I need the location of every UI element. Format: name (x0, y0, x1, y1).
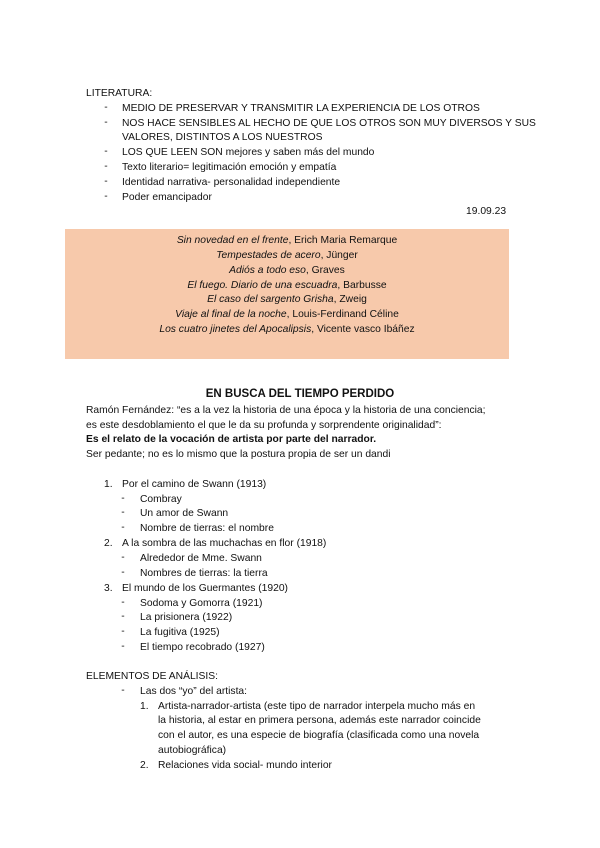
analisis-number: 1. (140, 701, 149, 712)
book-title: Sin novedad en el frente (176, 235, 289, 246)
bullet-dash: - (121, 522, 125, 533)
literatura-bullet: MEDIO DE PRESERVAR Y TRANSMITIR LA EXPERIENCIA DE LOS OTROS (122, 103, 480, 114)
book-title: Los cuatro jinetes del Apocalipsis (159, 324, 312, 335)
book-author: , Graves (305, 265, 345, 276)
book-entry (65, 249, 509, 263)
book-title: Tempestades de acero (216, 250, 321, 261)
bullet-dash: - (121, 611, 125, 622)
book-entry (65, 308, 509, 322)
book-list-box (65, 229, 509, 359)
book-entry (65, 279, 509, 293)
analisis-bullet: Las dos “yo” del artista: (140, 686, 248, 697)
volume-part: Sodoma y Gomorra (1921) (140, 598, 263, 609)
volume-part: Nombre de tierras: el nombre (140, 523, 274, 534)
volume-number: 2. (104, 538, 113, 549)
book-entry (65, 323, 509, 337)
volume-part: Un amor de Swann (140, 508, 229, 519)
bullet-dash: - (104, 102, 108, 113)
volume-number: 1. (104, 479, 113, 490)
book-title: El caso del sargento Grisha (207, 294, 334, 305)
analisis-item-line: Relaciones vida social- mundo interior (158, 760, 332, 771)
bullet-dash: - (121, 626, 125, 637)
quote-line: es este desdoblamiento el que le da su profunda y sorprendente originalidad”: (86, 420, 442, 431)
book-title: Adiós a todo eso (229, 265, 306, 276)
literatura-bullet: Poder emancipador (122, 192, 212, 203)
bullet-dash: - (121, 641, 125, 652)
book-title: Viaje al final de la noche (175, 309, 287, 320)
literatura-bullet: Texto literario= legitimación emoción y empatía (122, 162, 337, 173)
volume-part: El tiempo recobrado (1927) (140, 642, 265, 653)
book-entry (65, 293, 509, 307)
volume-title: A la sombra de las muchachas en flor (1918) (122, 538, 327, 549)
bullet-dash: - (104, 191, 108, 202)
literatura-bullet: LOS QUE LEEN SON mejores y saben más del mundo (122, 147, 375, 158)
literatura-bullet: Identidad narrativa- personalidad independiente (122, 177, 341, 188)
bullet-dash: - (121, 567, 125, 578)
section-heading-analisis: ELEMENTOS DE ANÁLISIS: (86, 671, 218, 682)
note-line: Ser pedante; no es lo mismo que la postura propia de ser un dandi (86, 449, 391, 460)
bullet-dash: - (121, 552, 125, 563)
bullet-dash: - (104, 161, 108, 172)
volume-title: El mundo de los Guermantes (1920) (122, 583, 288, 594)
quote-line: Ramón Fernández: “es a la vez la historia de una época y la historia de una conciencia; (86, 405, 486, 416)
volume-part: Combray (140, 494, 182, 505)
volume-title: Por el camino de Swann (1913) (122, 479, 267, 490)
volume-part: Nombres de tierras: la tierra (140, 568, 268, 579)
section-heading-literatura: LITERATURA: (86, 88, 153, 99)
date: 19.09.23 (466, 206, 507, 217)
book-title: El fuego. Diario de una escuadra (187, 280, 338, 291)
book-author: , Louis-Ferdinand Céline (286, 309, 399, 320)
bullet-dash: - (121, 597, 125, 608)
volume-part: Alrededor de Mme. Swann (140, 553, 262, 564)
volume-part: La fugitiva (1925) (140, 627, 220, 638)
book-author: , Zweig (333, 294, 367, 305)
volume-number: 3. (104, 583, 113, 594)
analisis-item-line: Artista-narrador-artista (este tipo de narrador interpela mucho más en (158, 701, 476, 712)
section-title-proust: EN BUSCA DEL TIEMPO PERDIDO (205, 388, 395, 400)
book-entry (65, 264, 509, 278)
bullet-dash: - (121, 507, 125, 518)
analisis-item-line: la historia, al estar en primera persona, además este narrador coincide (158, 715, 481, 726)
book-author: , Barbusse (337, 280, 387, 291)
bullet-dash: - (121, 493, 125, 504)
book-author: , Erich Maria Remarque (288, 235, 398, 246)
bullet-dash: - (104, 146, 108, 157)
bullet-dash: - (121, 685, 125, 696)
book-entry (65, 234, 509, 248)
bullet-dash: - (104, 176, 108, 187)
analisis-item-line: autobiográfica) (158, 745, 227, 756)
literatura-bullet-continued: VALORES, DISTINTOS A LOS NUESTROS (122, 132, 323, 143)
bold-statement: Es el relato de la vocación de artista por parte del narrador. (86, 434, 377, 445)
analisis-item-line: con el autor, es una especie de biografía (clasificada como una novela (158, 730, 480, 741)
volume-part: La prisionera (1922) (140, 612, 233, 623)
bullet-dash: - (104, 117, 108, 128)
literatura-bullet: NOS HACE SENSIBLES AL HECHO DE QUE LOS OTROS SON MUY DIVERSOS Y SUS (122, 118, 536, 129)
analisis-number: 2. (140, 760, 149, 771)
book-author: , Vicente vasco Ibáñez (311, 324, 415, 335)
book-author: , Jünger (320, 250, 358, 261)
